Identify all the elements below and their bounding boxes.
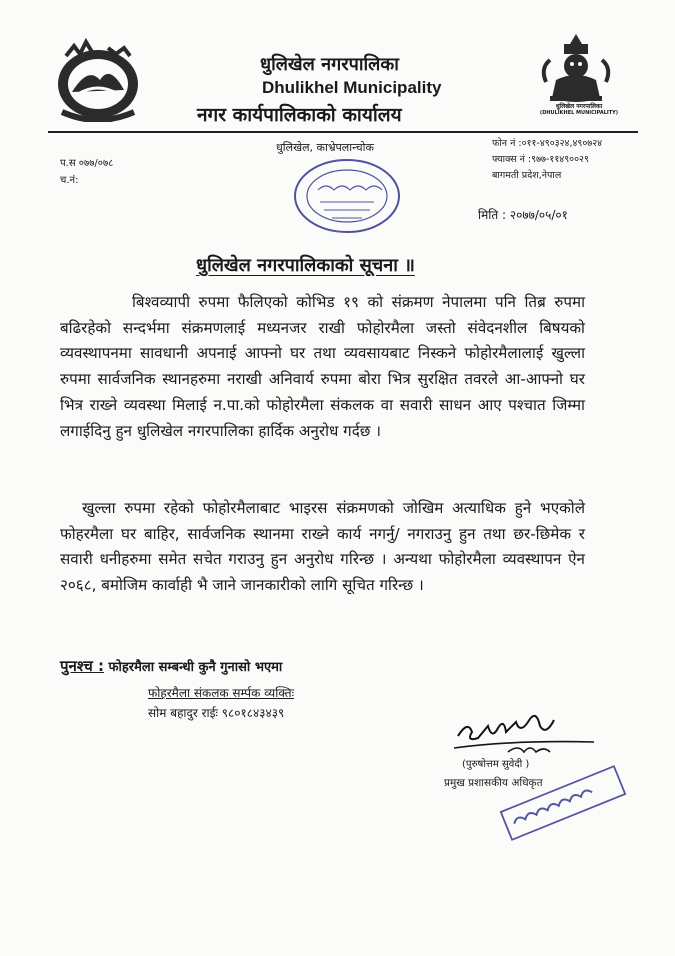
- postscript-label: पुनश्च :: [60, 657, 104, 675]
- contact-block: [492, 136, 602, 184]
- header-divider: [48, 131, 638, 133]
- office-address: धुलिखेल, काभ्रेपलान्चोक: [276, 141, 374, 154]
- office-seal-stamp-icon: [288, 150, 406, 242]
- letter-number: प.स ०७७/०७८: [60, 158, 114, 169]
- signer-name: (पुरुषोत्तम सुवेदी ): [462, 759, 530, 770]
- logo-caption-en: (DHULIKHEL MUNICIPALITY): [539, 110, 619, 117]
- reference-block: [60, 155, 113, 189]
- municipality-name-english: Dhulikhel Municipality: [262, 78, 442, 97]
- contact-person: सोम बहादुर राईः ९८०१८४३४३९: [148, 706, 285, 720]
- postscript: [60, 656, 282, 676]
- notice-date: मिति : २०७७/०५/०१: [478, 208, 568, 222]
- dispatch-number: च.नं:: [60, 175, 79, 186]
- official-stamp-icon: [488, 758, 638, 848]
- contact-person-label: फोहरमैला संकलक सर्म्पक व्यक्तिः: [148, 686, 295, 700]
- nepal-emblem-icon: [48, 36, 148, 122]
- notice-paragraph-2: खुल्ला रुपमा रहेको फोहोरमैलाबाट भाइरस संक्रमणको जोखिम अत्याधिक हुने भएकोले फोहरमैला घर बाहिर, सार्वजनिक स्थानमा राख्ने कार्य नगर्नु/ नगराउनु हुन तथा छर-छिमेक र सवारी धनीहरुमा समेत सचेत गराउनु हुन अनुरोध गरिन्छ । अन्यथा फोहोरमैला व्यवस्थापन ऐन २०६८, बमोजिम कार्वाही भै जाने जानकारीको लागि सूचित गरिन्छ ।: [60, 499, 585, 595]
- municipality-name-nepali: धुलिखेल नगरपालिका: [260, 54, 399, 75]
- notice-title: धुलिखेल नगरपालिकाको सूचना ॥: [196, 255, 415, 276]
- signer-title: प्रमुख प्रशासकीय अधिकृत: [444, 777, 543, 789]
- phone-number: फोन नं :०११-४९०३२४,४९०७२४: [492, 138, 603, 149]
- office-name: नगर कार्यपालिकाको कार्यालय: [197, 104, 402, 126]
- notice-paragraph-1: बिश्वव्यापी रुपमा फैलिएको कोभिड १९ को संक्रमण नेपालमा पनि तिब्र रुपमा बढिरहेको सन्दर्भमा संक्रमणलाई मध्यनजर राखी फोहोरमैला जस्तो संवेदनशील बिषयको व्यवस्थापनमा सावधानी अपनाई आफ्नो घर तथा व्यवसायबाट निस्कने फोहोरमैलालाई खुल्ला रुपमा सार्वजनिक स्थानहरुमा नराखी अनिवार्य रुपमा बोरा भित्र सुरक्षित तवरले आ-आफ्नो घर भित्र राख्ने व्यवस्था मिलाई न.पा.को फोहोरमैला संकलक वा सवारी साधन आए पश्चात जिम्मा लगाईदिनु हुन धुलिखेल नगरपालिका हार्दिक अनुरोध गर्दछ ।: [60, 293, 585, 440]
- province: बागमती प्रदेश,नेपाल: [492, 170, 562, 181]
- logo-caption-ne: धुलिखेल नगरपालिका: [555, 103, 603, 110]
- municipality-logo-caption: [529, 103, 629, 116]
- fax-number: फ्याक्स नं :९७७-११४९००२९: [492, 154, 589, 165]
- postscript-text: फोहरमैला सम्बन्धी कुनै गुनासो भएमा: [108, 660, 283, 675]
